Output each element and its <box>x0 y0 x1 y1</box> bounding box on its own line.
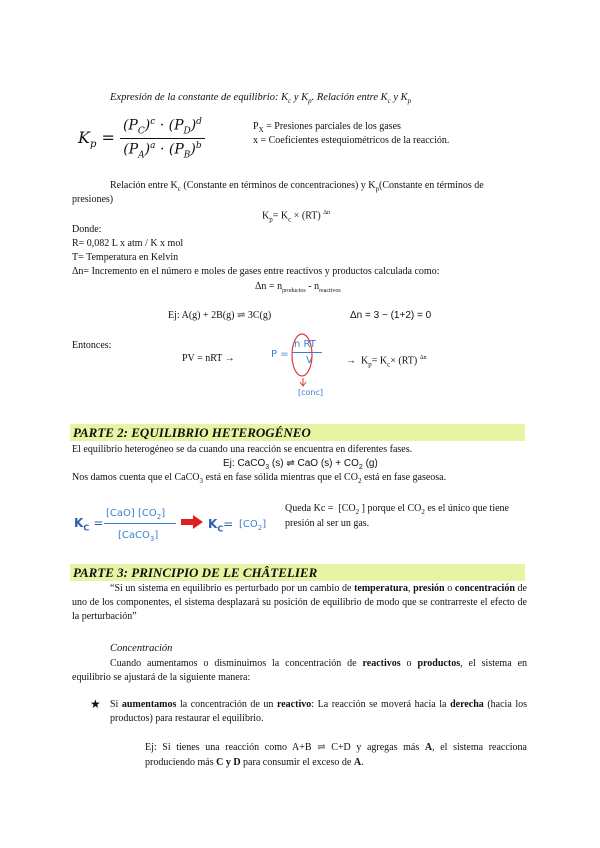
kc-label: $K_C$ = <box>74 516 104 533</box>
section-heading-constants: Expresión de la constante de equilibrio: $K_c$ y $K_p$. Relación entre $K_c$ y $K_p$ <box>110 92 412 106</box>
star-bullet-icon: ★ <box>90 697 101 711</box>
donde-dn: Δn= Incremento en el número e moles de gases entre reactivos y productos calculada como: <box>72 266 440 277</box>
donde-r: R= 0,082 L x atm / K x mol <box>72 238 184 249</box>
pv-equation: PV = nRT → <box>182 353 235 364</box>
donde-t: T= Temperatura en Kelvin <box>72 252 179 263</box>
v-label: V <box>306 355 313 366</box>
part3-bullet: Si aumentamos la concentración de un reactivo: La reacción se moverá hacia la derecha (hacia los productos) para restaurar el equilibrio. <box>110 699 528 724</box>
part2-title: PARTE 2: EQUILIBRIO HETEROGÉNEO <box>70 424 525 441</box>
handwritten-circle-annotation <box>286 333 326 395</box>
result-formula: → $K_p= K_c\times (RT)$ $^{\Delta n}$ <box>346 355 427 369</box>
relation-formula: $K_p= K_c \times (RT)$ $^{\Delta n}$ <box>262 210 331 224</box>
part3-paragraph: Cuando aumentamos o disminuimos la concentración de reactivos o productos, el sistema en equilibrio se ajustará de la siguiente manera: <box>72 658 528 683</box>
p-equals: P = <box>271 349 289 360</box>
part3-example: Ej: Si tienes una reacción como A+B ⇌ C+D y agregas más A, el sistema reacciona produciendo más C y D para consumir el exceso de A. <box>145 742 527 768</box>
kp-note-pressures: $P_X$ = Presiones parciales de los gases <box>253 121 401 134</box>
part3-subheading: Concentración <box>110 643 173 654</box>
conc-annotation: [conc] <box>298 388 324 397</box>
kp-formula: $K_p$ = $\frac{(P_C)^c \cdot (P_D)^d}{(P_A)^a \cdot (P_B)^b}$ <box>78 117 205 161</box>
kc-denominator: [CaCO$_3$] <box>118 530 159 543</box>
relation-text-line2: presiones) <box>72 194 114 205</box>
donde-label: Donde: <box>72 224 102 235</box>
red-arrow-icon <box>180 514 204 530</box>
part2-note1: Queda $Kc = [CO_2$ ] porque el $CO_2$ es el único que tiene <box>285 503 509 516</box>
example-dn: Δn = 3 − (1+2) = 0 <box>350 310 432 321</box>
example-reaction: Ej: A(g) + 2B(g) ⇌ 3C(g) <box>168 310 272 321</box>
kc-result: $[CO_2]$ <box>239 519 267 532</box>
n-rt-label: n RT <box>294 339 316 350</box>
kc-label-2: $K_C=$ <box>208 517 234 534</box>
part2-reaction: Ej: CaCO$_3$ (s) ⇌ CaO $(s) + CO_2$ (g) <box>223 458 378 471</box>
part3-quote: “Si un sistema en equilibrio es perturbado por un cambio de temperatura, presión o concentración de uno de los componentes, el sistema desplazará su posición de equilibrio de modo que se contrarreste el efecto de la perturbación” <box>72 583 527 622</box>
part2-line2: Nos damos cuenta que el CaCO$_3$ está en fase sólida mientras que el $CO_2$ está en fase gaseosa. <box>72 472 447 485</box>
part2-line1: El equilibrio heterogéneo se da cuando una reacción se encuentra en diferentes fases. <box>72 444 413 455</box>
dn-formula: $\Delta n = n_{productos} - n_{reactivos}$ <box>255 281 341 294</box>
entonces-label: Entonces: <box>72 340 112 351</box>
part3-title: PARTE 3: PRINCIPIO DE LE CHÂTELIER <box>70 564 525 581</box>
relation-text-line1: Relación entre $K_c$ (Constante en términos de concentraciones) y $K_p(Constante$ en términos de <box>110 180 484 193</box>
part2-note2: presión al ser un gas. <box>285 518 370 529</box>
kc-numerator: [CaO] $[CO_2]$ <box>106 508 166 521</box>
kc-fraction-bar <box>104 523 176 524</box>
kp-note-coefficients: x = Coeficientes estequiométricos de la reacción. <box>253 135 450 146</box>
